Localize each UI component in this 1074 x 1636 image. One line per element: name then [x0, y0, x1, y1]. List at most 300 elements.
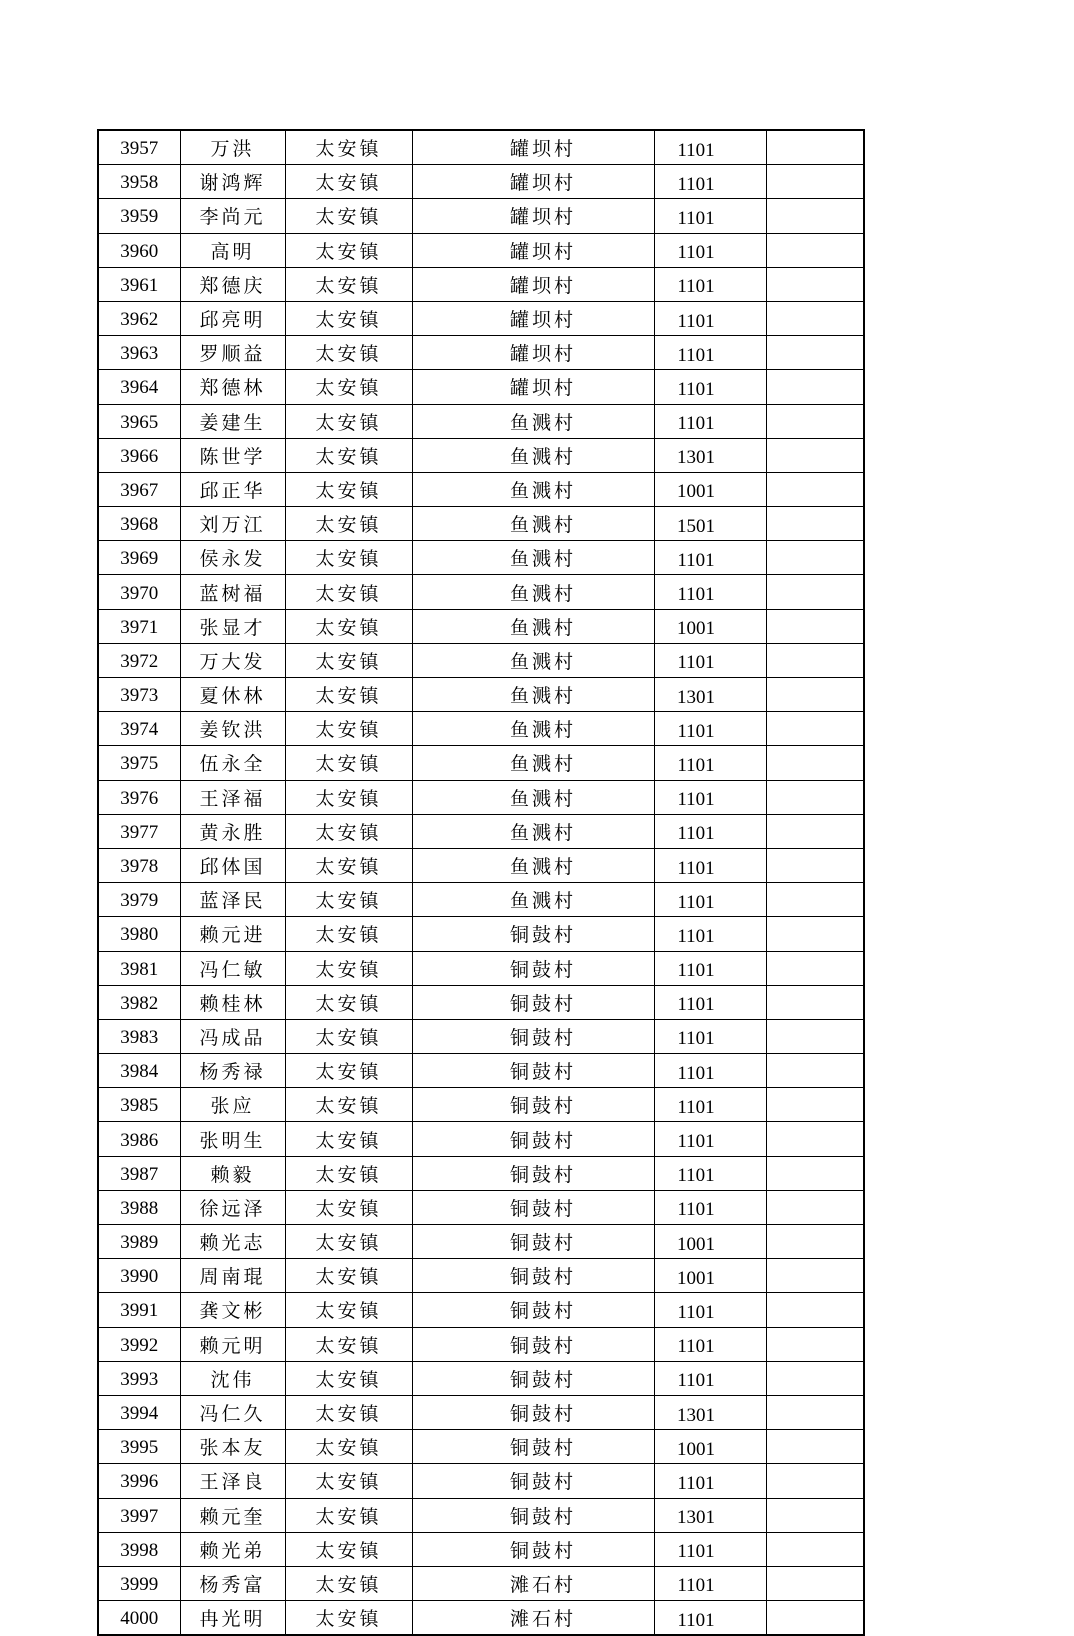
town-cell: 太安镇	[285, 404, 412, 438]
table-row	[98, 1566, 864, 1600]
code-cell: 1301	[654, 678, 766, 712]
name-cell: 蓝泽民	[180, 883, 285, 917]
village-cell: 罐坝村	[412, 336, 654, 370]
serial-number-cell: 3974	[98, 712, 180, 746]
table-row	[98, 1088, 864, 1122]
serial-number-cell: 3979	[98, 883, 180, 917]
remark-cell	[766, 507, 864, 541]
table-row	[98, 1259, 864, 1293]
town-cell: 太安镇	[285, 1361, 412, 1395]
name-cell: 陈世学	[180, 438, 285, 472]
table-row	[98, 1122, 864, 1156]
name-cell: 赖元奎	[180, 1498, 285, 1532]
code-cell: 1301	[654, 1395, 766, 1429]
town-cell: 太安镇	[285, 1601, 412, 1636]
name-cell: 杨秀富	[180, 1566, 285, 1600]
name-cell: 刘万江	[180, 507, 285, 541]
town-cell: 太安镇	[285, 1293, 412, 1327]
code-cell: 1101	[654, 130, 766, 165]
serial-number-cell: 3999	[98, 1566, 180, 1600]
table-row	[98, 814, 864, 848]
table-row	[98, 1498, 864, 1532]
code-cell: 1101	[654, 985, 766, 1019]
code-cell: 1001	[654, 609, 766, 643]
name-cell: 张本友	[180, 1430, 285, 1464]
serial-number-cell: 3982	[98, 985, 180, 1019]
village-cell: 鱼溅村	[412, 678, 654, 712]
village-cell: 铜鼓村	[412, 1054, 654, 1088]
code-cell: 1101	[654, 541, 766, 575]
code-cell: 1101	[654, 199, 766, 233]
serial-number-cell: 3997	[98, 1498, 180, 1532]
town-cell: 太安镇	[285, 1430, 412, 1464]
serial-number-cell: 3970	[98, 575, 180, 609]
town-cell: 太安镇	[285, 1122, 412, 1156]
code-cell: 1101	[654, 1088, 766, 1122]
village-cell: 铜鼓村	[412, 1395, 654, 1429]
town-cell: 太安镇	[285, 1190, 412, 1224]
code-cell: 1101	[654, 917, 766, 951]
table-row	[98, 301, 864, 335]
village-cell: 鱼溅村	[412, 712, 654, 746]
remark-cell	[766, 130, 864, 165]
remark-cell	[766, 1054, 864, 1088]
remark-cell	[766, 848, 864, 882]
name-cell: 邱体国	[180, 848, 285, 882]
town-cell: 太安镇	[285, 1019, 412, 1053]
code-cell: 1001	[654, 1225, 766, 1259]
serial-number-cell: 3966	[98, 438, 180, 472]
village-cell: 鱼溅村	[412, 404, 654, 438]
name-cell: 邱亮明	[180, 301, 285, 335]
remark-cell	[766, 1190, 864, 1224]
serial-number-cell: 3985	[98, 1088, 180, 1122]
village-cell: 滩石村	[412, 1601, 654, 1636]
village-cell: 铜鼓村	[412, 1327, 654, 1361]
remark-cell	[766, 609, 864, 643]
town-cell: 太安镇	[285, 883, 412, 917]
town-cell: 太安镇	[285, 1088, 412, 1122]
village-cell: 罐坝村	[412, 301, 654, 335]
town-cell: 太安镇	[285, 848, 412, 882]
serial-number-cell: 3994	[98, 1395, 180, 1429]
serial-number-cell: 3963	[98, 336, 180, 370]
village-cell: 铜鼓村	[412, 985, 654, 1019]
village-cell: 铜鼓村	[412, 1361, 654, 1395]
serial-number-cell: 3988	[98, 1190, 180, 1224]
code-cell: 1101	[654, 1019, 766, 1053]
remark-cell	[766, 1019, 864, 1053]
village-cell: 鱼溅村	[412, 472, 654, 506]
code-cell: 1101	[654, 848, 766, 882]
table-row	[98, 199, 864, 233]
remark-cell	[766, 404, 864, 438]
serial-number-cell: 3967	[98, 472, 180, 506]
serial-number-cell: 3996	[98, 1464, 180, 1498]
remark-cell	[766, 575, 864, 609]
code-cell: 1101	[654, 1601, 766, 1636]
name-cell: 赖元明	[180, 1327, 285, 1361]
village-cell: 鱼溅村	[412, 541, 654, 575]
code-cell: 1101	[654, 712, 766, 746]
village-cell: 铜鼓村	[412, 951, 654, 985]
town-cell: 太安镇	[285, 609, 412, 643]
town-cell: 太安镇	[285, 1566, 412, 1600]
town-cell: 太安镇	[285, 643, 412, 677]
village-cell: 铜鼓村	[412, 1532, 654, 1566]
town-cell: 太安镇	[285, 951, 412, 985]
town-cell: 太安镇	[285, 199, 412, 233]
town-cell: 太安镇	[285, 370, 412, 404]
code-cell: 1101	[654, 370, 766, 404]
code-cell: 1101	[654, 165, 766, 199]
remark-cell	[766, 1464, 864, 1498]
town-cell: 太安镇	[285, 1259, 412, 1293]
table-row	[98, 1293, 864, 1327]
town-cell: 太安镇	[285, 1395, 412, 1429]
town-cell: 太安镇	[285, 130, 412, 165]
serial-number-cell: 3980	[98, 917, 180, 951]
name-cell: 万大发	[180, 643, 285, 677]
remark-cell	[766, 1498, 864, 1532]
name-cell: 郑德林	[180, 370, 285, 404]
name-cell: 黄永胜	[180, 814, 285, 848]
table-row	[98, 267, 864, 301]
serial-number-cell: 4000	[98, 1601, 180, 1636]
code-cell: 1101	[654, 1361, 766, 1395]
serial-number-cell: 3971	[98, 609, 180, 643]
serial-number-cell: 3975	[98, 746, 180, 780]
name-cell: 侯永发	[180, 541, 285, 575]
serial-number-cell: 3968	[98, 507, 180, 541]
town-cell: 太安镇	[285, 678, 412, 712]
table-row	[98, 541, 864, 575]
code-cell: 1301	[654, 1498, 766, 1532]
code-cell: 1101	[654, 643, 766, 677]
code-cell: 1101	[654, 814, 766, 848]
serial-number-cell: 3998	[98, 1532, 180, 1566]
remark-cell	[766, 1601, 864, 1636]
town-cell: 太安镇	[285, 1464, 412, 1498]
code-cell: 1001	[654, 1259, 766, 1293]
remark-cell	[766, 233, 864, 267]
code-cell: 1101	[654, 1566, 766, 1600]
code-cell: 1101	[654, 267, 766, 301]
name-cell: 徐远泽	[180, 1190, 285, 1224]
town-cell: 太安镇	[285, 507, 412, 541]
serial-number-cell: 3978	[98, 848, 180, 882]
remark-cell	[766, 712, 864, 746]
remark-cell	[766, 1088, 864, 1122]
table-row	[98, 1430, 864, 1464]
code-cell: 1101	[654, 575, 766, 609]
village-cell: 铜鼓村	[412, 1019, 654, 1053]
table-row	[98, 507, 864, 541]
town-cell: 太安镇	[285, 780, 412, 814]
remark-cell	[766, 780, 864, 814]
remark-cell	[766, 165, 864, 199]
town-cell: 太安镇	[285, 301, 412, 335]
town-cell: 太安镇	[285, 1498, 412, 1532]
code-cell: 1101	[654, 404, 766, 438]
village-cell: 鱼溅村	[412, 883, 654, 917]
table-row	[98, 130, 864, 165]
code-cell: 1101	[654, 746, 766, 780]
village-cell: 罐坝村	[412, 267, 654, 301]
town-cell: 太安镇	[285, 336, 412, 370]
town-cell: 太安镇	[285, 1225, 412, 1259]
name-cell: 冉光明	[180, 1601, 285, 1636]
table-row	[98, 951, 864, 985]
name-cell: 张明生	[180, 1122, 285, 1156]
name-cell: 冯仁久	[180, 1395, 285, 1429]
table-row	[98, 848, 864, 882]
code-cell: 1101	[654, 233, 766, 267]
code-cell: 1101	[654, 1532, 766, 1566]
code-cell: 1101	[654, 883, 766, 917]
table-row	[98, 746, 864, 780]
table-row	[98, 609, 864, 643]
village-cell: 铜鼓村	[412, 1259, 654, 1293]
remark-cell	[766, 1395, 864, 1429]
serial-number-cell: 3957	[98, 130, 180, 165]
serial-number-cell: 3992	[98, 1327, 180, 1361]
name-cell: 蓝树福	[180, 575, 285, 609]
name-cell: 谢鸿辉	[180, 165, 285, 199]
serial-number-cell: 3976	[98, 780, 180, 814]
town-cell: 太安镇	[285, 1054, 412, 1088]
code-cell: 1501	[654, 507, 766, 541]
village-cell: 鱼溅村	[412, 643, 654, 677]
town-cell: 太安镇	[285, 712, 412, 746]
town-cell: 太安镇	[285, 165, 412, 199]
name-cell: 王泽良	[180, 1464, 285, 1498]
remark-cell	[766, 1566, 864, 1600]
table-row	[98, 438, 864, 472]
village-cell: 铜鼓村	[412, 1088, 654, 1122]
town-cell: 太安镇	[285, 1327, 412, 1361]
village-cell: 铜鼓村	[412, 1122, 654, 1156]
remark-cell	[766, 985, 864, 1019]
remark-cell	[766, 1259, 864, 1293]
serial-number-cell: 3964	[98, 370, 180, 404]
serial-number-cell: 3981	[98, 951, 180, 985]
table-row	[98, 370, 864, 404]
name-cell: 李尚元	[180, 199, 285, 233]
table-row	[98, 1464, 864, 1498]
name-cell: 赖元进	[180, 917, 285, 951]
name-cell: 张应	[180, 1088, 285, 1122]
serial-number-cell: 3965	[98, 404, 180, 438]
remark-cell	[766, 951, 864, 985]
village-cell: 鱼溅村	[412, 438, 654, 472]
remark-cell	[766, 1293, 864, 1327]
village-cell: 罐坝村	[412, 130, 654, 165]
town-cell: 太安镇	[285, 985, 412, 1019]
name-cell: 姜钦洪	[180, 712, 285, 746]
village-cell: 鱼溅村	[412, 575, 654, 609]
table-row	[98, 1054, 864, 1088]
serial-number-cell: 3958	[98, 165, 180, 199]
remark-cell	[766, 917, 864, 951]
remark-cell	[766, 746, 864, 780]
code-cell: 1301	[654, 438, 766, 472]
table-row	[98, 985, 864, 1019]
name-cell: 罗顺益	[180, 336, 285, 370]
name-cell: 姜建生	[180, 404, 285, 438]
town-cell: 太安镇	[285, 438, 412, 472]
village-cell: 鱼溅村	[412, 814, 654, 848]
village-cell: 鱼溅村	[412, 609, 654, 643]
serial-number-cell: 3960	[98, 233, 180, 267]
code-cell: 1101	[654, 1293, 766, 1327]
name-cell: 周南琨	[180, 1259, 285, 1293]
remark-cell	[766, 301, 864, 335]
name-cell: 赖光弟	[180, 1532, 285, 1566]
table-row	[98, 1327, 864, 1361]
serial-number-cell: 3993	[98, 1361, 180, 1395]
village-cell: 铜鼓村	[412, 1293, 654, 1327]
name-cell: 赖桂林	[180, 985, 285, 1019]
table-row	[98, 712, 864, 746]
code-cell: 1101	[654, 301, 766, 335]
serial-number-cell: 3959	[98, 199, 180, 233]
table-row	[98, 336, 864, 370]
village-cell: 鱼溅村	[412, 780, 654, 814]
village-cell: 铜鼓村	[412, 1225, 654, 1259]
serial-number-cell: 3983	[98, 1019, 180, 1053]
name-cell: 赖毅	[180, 1156, 285, 1190]
code-cell: 1101	[654, 1122, 766, 1156]
town-cell: 太安镇	[285, 814, 412, 848]
village-cell: 铜鼓村	[412, 1190, 654, 1224]
remark-cell	[766, 814, 864, 848]
remark-cell	[766, 1156, 864, 1190]
code-cell: 1001	[654, 472, 766, 506]
remark-cell	[766, 1430, 864, 1464]
serial-number-cell: 3990	[98, 1259, 180, 1293]
remark-cell	[766, 1225, 864, 1259]
town-cell: 太安镇	[285, 575, 412, 609]
remark-cell	[766, 1122, 864, 1156]
serial-number-cell: 3962	[98, 301, 180, 335]
remark-cell	[766, 1361, 864, 1395]
code-cell: 1101	[654, 780, 766, 814]
village-cell: 罐坝村	[412, 165, 654, 199]
remark-cell	[766, 678, 864, 712]
table-row	[98, 1601, 864, 1636]
name-cell: 张显才	[180, 609, 285, 643]
code-cell: 1001	[654, 1430, 766, 1464]
name-cell: 万洪	[180, 130, 285, 165]
name-cell: 杨秀禄	[180, 1054, 285, 1088]
table-row	[98, 165, 864, 199]
remark-cell	[766, 883, 864, 917]
village-cell: 铜鼓村	[412, 1430, 654, 1464]
code-cell: 1101	[654, 1327, 766, 1361]
village-cell: 铜鼓村	[412, 1156, 654, 1190]
town-cell: 太安镇	[285, 746, 412, 780]
town-cell: 太安镇	[285, 1532, 412, 1566]
serial-number-cell: 3987	[98, 1156, 180, 1190]
code-cell: 1101	[654, 1156, 766, 1190]
remark-cell	[766, 643, 864, 677]
town-cell: 太安镇	[285, 1156, 412, 1190]
village-cell: 罐坝村	[412, 199, 654, 233]
village-cell: 鱼溅村	[412, 848, 654, 882]
table-row	[98, 780, 864, 814]
remark-cell	[766, 1327, 864, 1361]
village-cell: 罐坝村	[412, 233, 654, 267]
table-row	[98, 1395, 864, 1429]
serial-number-cell: 3989	[98, 1225, 180, 1259]
remark-cell	[766, 472, 864, 506]
remark-cell	[766, 370, 864, 404]
village-cell: 鱼溅村	[412, 746, 654, 780]
town-cell: 太安镇	[285, 472, 412, 506]
code-cell: 1101	[654, 1464, 766, 1498]
town-cell: 太安镇	[285, 541, 412, 575]
remark-cell	[766, 438, 864, 472]
table-row	[98, 1532, 864, 1566]
village-cell: 滩石村	[412, 1566, 654, 1600]
table-row	[98, 1190, 864, 1224]
name-cell: 冯仁敏	[180, 951, 285, 985]
remark-cell	[766, 541, 864, 575]
name-cell: 赖光志	[180, 1225, 285, 1259]
table-row	[98, 643, 864, 677]
remark-cell	[766, 199, 864, 233]
data-table	[97, 129, 865, 1636]
remark-cell	[766, 336, 864, 370]
table-body	[98, 130, 864, 1635]
serial-number-cell: 3973	[98, 678, 180, 712]
table-row	[98, 883, 864, 917]
table-row	[98, 1225, 864, 1259]
name-cell: 邱正华	[180, 472, 285, 506]
town-cell: 太安镇	[285, 917, 412, 951]
name-cell: 冯成品	[180, 1019, 285, 1053]
name-cell: 王泽福	[180, 780, 285, 814]
serial-number-cell: 3984	[98, 1054, 180, 1088]
serial-number-cell: 3977	[98, 814, 180, 848]
table-row	[98, 472, 864, 506]
name-cell: 高明	[180, 233, 285, 267]
village-cell: 罐坝村	[412, 370, 654, 404]
village-cell: 铜鼓村	[412, 1464, 654, 1498]
village-cell: 鱼溅村	[412, 507, 654, 541]
table-row	[98, 917, 864, 951]
serial-number-cell: 3969	[98, 541, 180, 575]
village-cell: 铜鼓村	[412, 917, 654, 951]
name-cell: 沈伟	[180, 1361, 285, 1395]
town-cell: 太安镇	[285, 233, 412, 267]
table-row	[98, 1361, 864, 1395]
name-cell: 郑德庆	[180, 267, 285, 301]
table-row	[98, 233, 864, 267]
serial-number-cell: 3991	[98, 1293, 180, 1327]
serial-number-cell: 3986	[98, 1122, 180, 1156]
code-cell: 1101	[654, 336, 766, 370]
name-cell: 龚文彬	[180, 1293, 285, 1327]
table-row	[98, 575, 864, 609]
code-cell: 1101	[654, 1190, 766, 1224]
serial-number-cell: 3972	[98, 643, 180, 677]
serial-number-cell: 3961	[98, 267, 180, 301]
table-row	[98, 404, 864, 438]
table-row	[98, 1156, 864, 1190]
town-cell: 太安镇	[285, 267, 412, 301]
